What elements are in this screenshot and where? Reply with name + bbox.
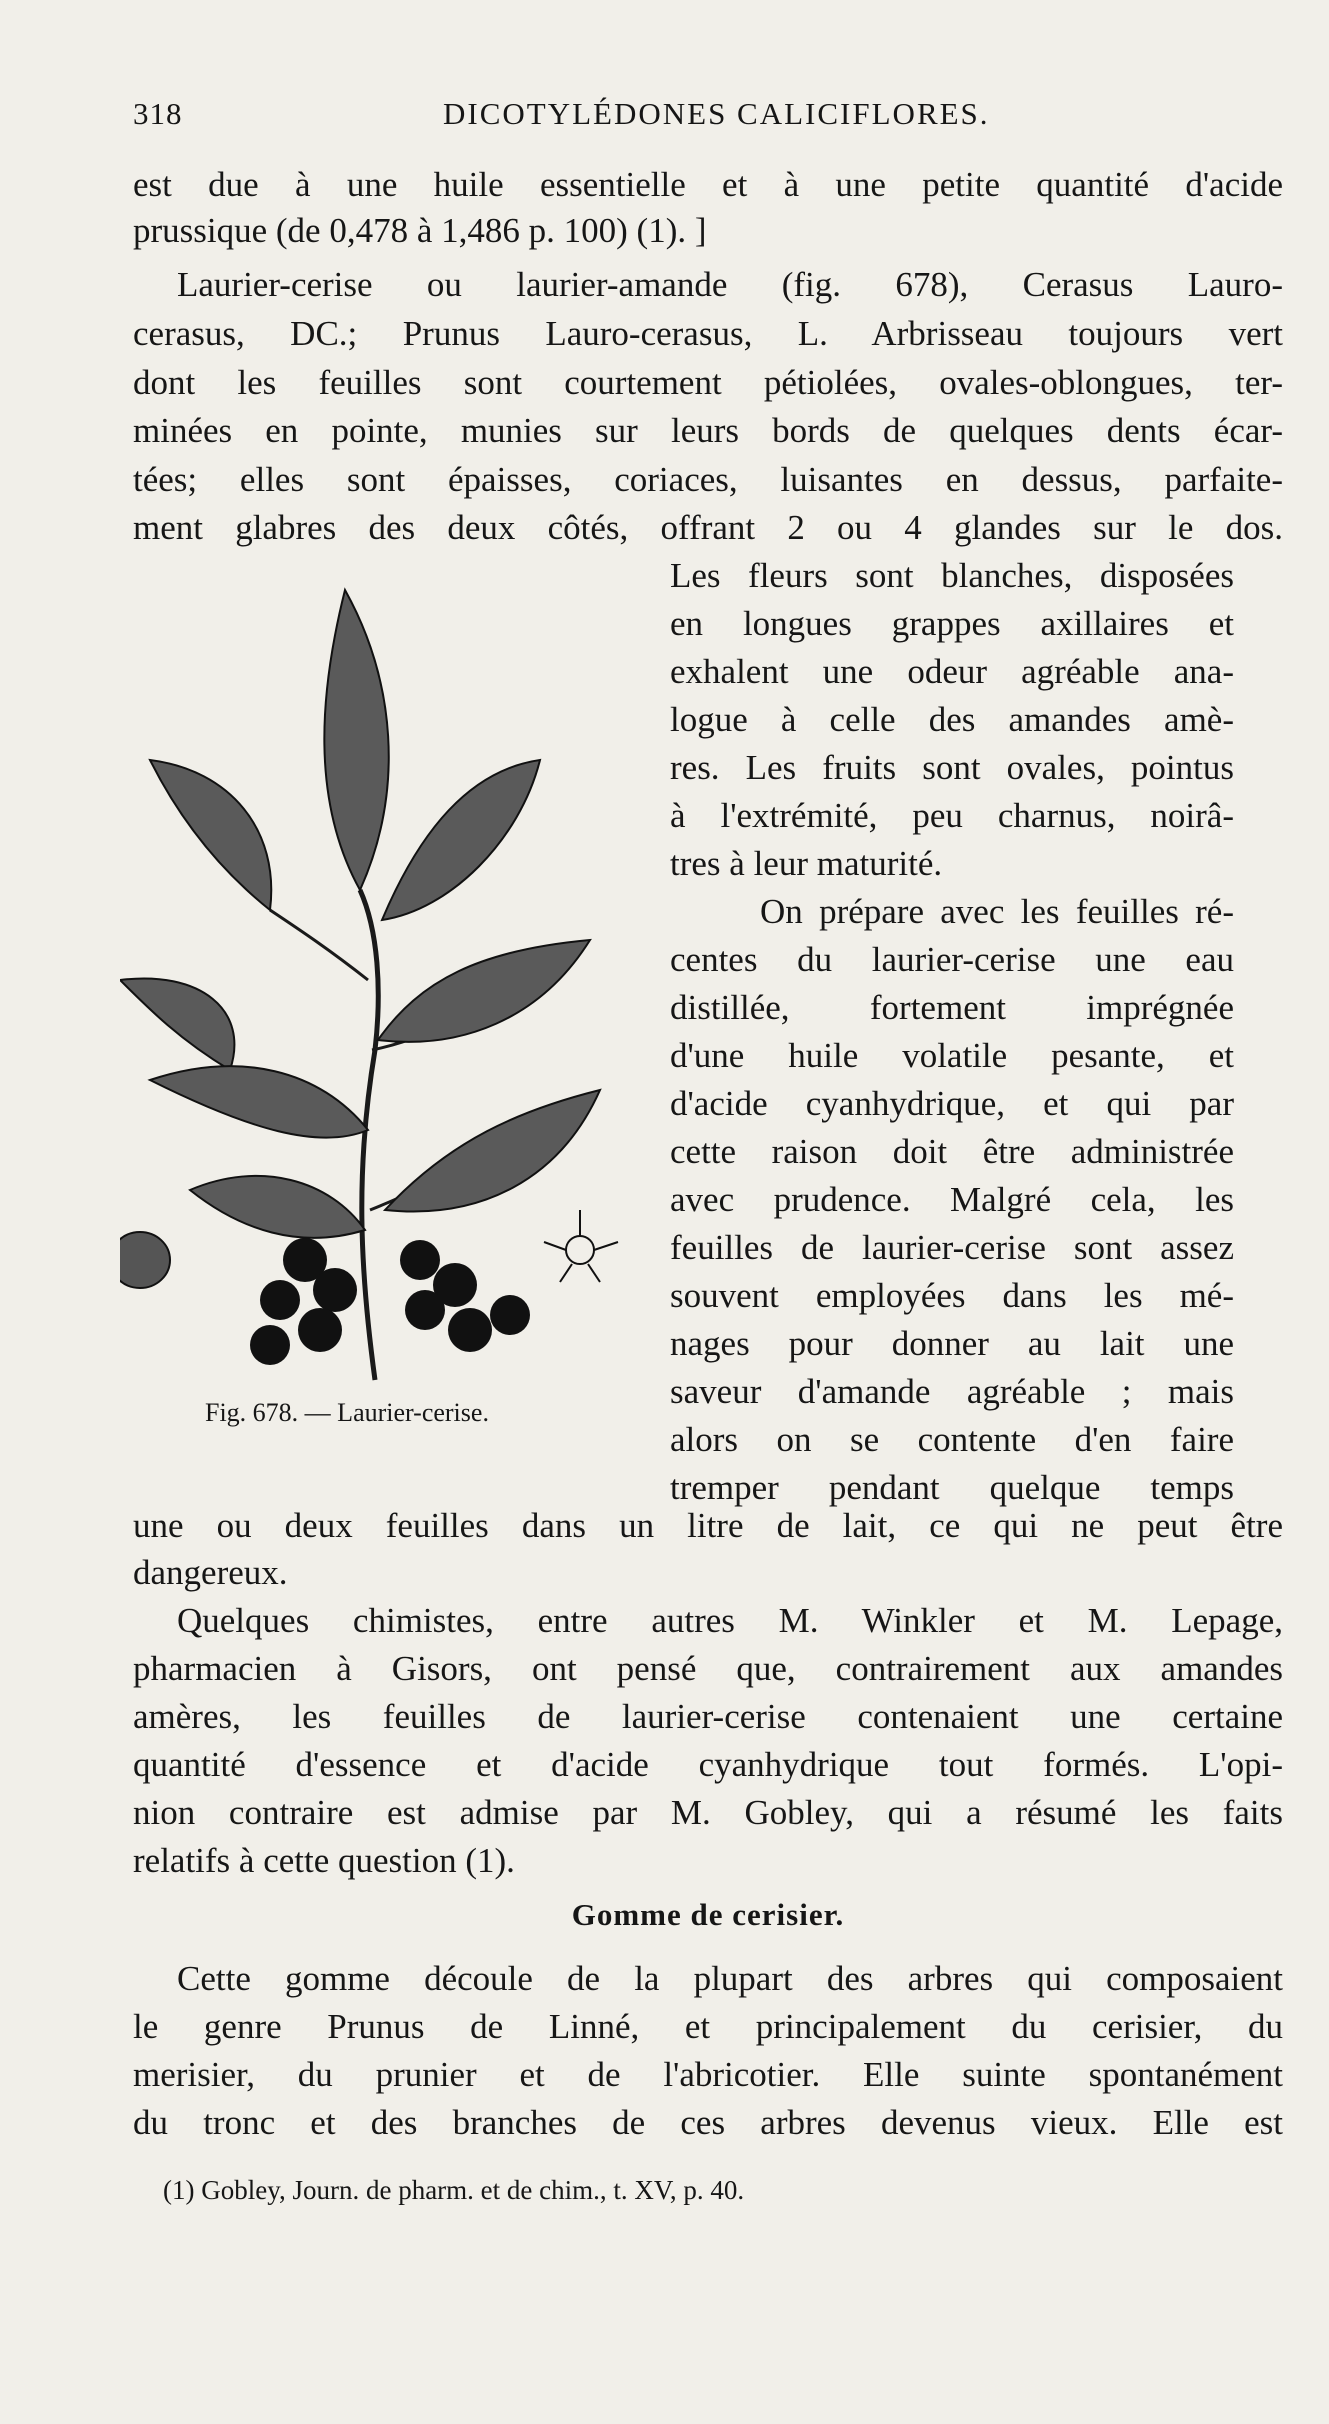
text-line: tres à leur maturité.	[670, 844, 943, 883]
text-line: cette raison doit être administrée	[670, 1132, 1234, 1171]
text-line: minées en pointe, munies sur leurs bords de quelques dents écar-	[133, 411, 1283, 450]
text-line: amères, les feuilles de laurier-cerise contenaient une certaine	[133, 1697, 1283, 1736]
text-line: dangereux.	[133, 1553, 288, 1592]
text-line: centes du laurier-cerise une eau	[670, 940, 1234, 979]
running-head: DICOTYLÉDONES CALICIFLORES.	[443, 96, 990, 131]
text-line: saveur d'amande agréable ; mais	[670, 1372, 1234, 1411]
text-line: Cette gomme découle de la plupart des arbres qui composaient	[177, 1959, 1283, 1998]
text-line: Les fleurs sont blanches, disposées	[670, 556, 1234, 595]
text-line: souvent employées dans les mé-	[670, 1276, 1234, 1315]
leaf	[382, 760, 540, 920]
text-line: avec prudence. Malgré cela, les	[670, 1180, 1234, 1219]
text-line: en longues grappes axillaires et	[670, 604, 1234, 643]
leaf	[120, 978, 234, 1070]
text-line: merisier, du prunier et de l'abricotier. Elle suinte spontanément	[133, 2055, 1283, 2094]
text-line: une ou deux feuilles dans un litre de lait, ce qui ne peut être	[133, 1506, 1283, 1545]
page-number: 318	[133, 96, 183, 131]
text-line: distillée, fortement imprégnée	[670, 988, 1234, 1027]
text-line: tées; elles sont épaisses, coriaces, luisantes en dessus, parfaite-	[133, 460, 1283, 499]
text-line: dont les feuilles sont courtement pétiolées, ovales-oblongues, ter-	[133, 363, 1283, 402]
leaf	[190, 1176, 365, 1238]
figure-caption: Fig. 678. — Laurier-cerise.	[205, 1398, 489, 1427]
laurel-cherry-illustration	[120, 570, 620, 1390]
text-line: ment glabres des deux côtés, offrant 2 ou 4 glandes sur le dos.	[133, 508, 1283, 547]
text-line: On prépare avec les feuilles ré-	[760, 892, 1234, 931]
footnote: (1) Gobley, Journ. de pharm. et de chim., t. XV, p. 40.	[163, 2175, 745, 2205]
text-line: feuilles de laurier-cerise sont assez	[670, 1228, 1234, 1267]
text-line: pharmacien à Gisors, ont pensé que, contrairement aux amandes	[133, 1649, 1283, 1688]
text-line: tremper pendant quelque temps	[670, 1468, 1234, 1507]
text-line: relatifs à cette question (1).	[133, 1841, 515, 1880]
text-line: Quelques chimistes, entre autres M. Winkler et M. Lepage,	[177, 1601, 1283, 1640]
text-line: Laurier-cerise ou laurier-amande (fig. 678), Cerasus Lauro-	[177, 265, 1283, 304]
text-line: d'une huile volatile pesante, et	[670, 1036, 1234, 1075]
text-line: res. Les fruits sont ovales, pointus	[670, 748, 1234, 787]
page-header	[133, 96, 1283, 140]
leaf	[324, 590, 388, 890]
text-line: nion contraire est admise par M. Gobley, qui a résumé les faits	[133, 1793, 1283, 1832]
text-line: quantité d'essence et d'acide cyanhydrique tout formés. L'opi-	[133, 1745, 1283, 1784]
text-line: nages pour donner au lait une	[670, 1324, 1234, 1363]
leaf	[150, 760, 271, 910]
text-line: prussique (de 0,478 à 1,486 p. 100) (1). ]	[133, 211, 707, 250]
leaf	[378, 940, 590, 1042]
text-line: du tronc et des branches de ces arbres devenus vieux. Elle est	[133, 2103, 1283, 2142]
text-line: exhalent une odeur agréable ana-	[670, 652, 1234, 691]
text-line: à l'extrémité, peu charnus, noirâ-	[670, 796, 1234, 835]
text-line: est due à une huile essentielle et à une petite quantité d'acide	[133, 165, 1283, 204]
section-heading: Gomme de cerisier.	[571, 1897, 845, 1932]
leaf	[385, 1090, 600, 1212]
leaf	[150, 1066, 368, 1137]
main-stem	[360, 890, 378, 1380]
text-line: logue à celle des amandes amè-	[670, 700, 1234, 739]
text-line: alors on se contente d'en faire	[670, 1420, 1234, 1459]
text-line: le genre Prunus de Linné, et principalement du cerisier, du	[133, 2007, 1283, 2046]
text-line: cerasus, DC.; Prunus Lauro-cerasus, L. Arbrisseau toujours vert	[133, 314, 1283, 353]
text-line: d'acide cyanhydrique, et qui par	[670, 1084, 1234, 1123]
